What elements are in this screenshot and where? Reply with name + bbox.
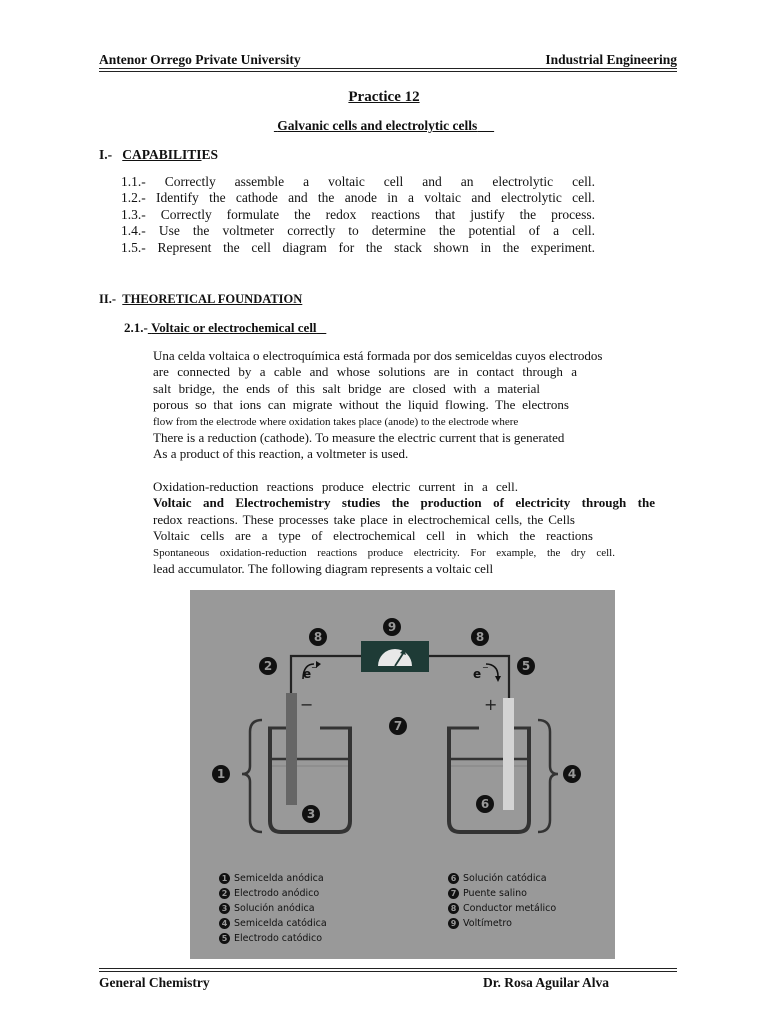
- paragraph-redox: [153, 479, 655, 577]
- section-capabilities-heading: I.- CAPABILITIES: [99, 147, 219, 162]
- subtitle-text: Galvanic cells and electrolytic cells: [277, 118, 478, 133]
- voltaic-cell-figure: [190, 590, 615, 959]
- paragraph-line: Una celda voltaica o electroquímica está formada por dos semiceldas cuyos electrodos: [153, 348, 603, 363]
- brace-right: [538, 720, 558, 832]
- capability-item: 1.3.- Correctly formulate the redox reactions that justify the process.: [121, 206, 595, 222]
- paragraph-line: Voltaic and Electrochemistry studies the production of electricity through the: [153, 495, 655, 511]
- paragraph-line: Voltaic cells are a type of electrochemical cell in which the reactions: [153, 528, 593, 544]
- practice-title: Practice 12: [348, 89, 420, 105]
- wire-left: [291, 656, 362, 698]
- legend-item: 5 Electrodo catódico: [219, 931, 327, 946]
- paragraph-line: salt bridge, the ends of this salt bridge are closed with a material: [153, 380, 540, 396]
- page-subtitle: [0, 118, 768, 134]
- footer-rule-1: [99, 968, 677, 969]
- legend-item: 4 Semicelda catódica: [219, 916, 327, 931]
- paragraph-line: porous so that ions can migrate without the liquid flowing. The electrons: [153, 397, 569, 413]
- capability-item: 1.4.- Use the voltmeter correctly to determine the potential of a cell.: [121, 223, 595, 239]
- subsection-voltaic-heading: 2.1.- Voltaic or electrochemical cell: [124, 320, 317, 335]
- beaker-right: [449, 729, 529, 832]
- svg-text:8: 8: [313, 630, 323, 644]
- footer-rule-2: [99, 971, 677, 972]
- paragraph-line: Oxidation-reduction reactions produce electric current in a cell.: [153, 479, 518, 494]
- svg-text:4: 4: [567, 767, 577, 781]
- paragraph-line: flow from the electrode where oxidation takes place (anode) to the electrode where: [153, 415, 519, 428]
- legend-left: [219, 871, 327, 946]
- plus-sign: +: [484, 695, 498, 714]
- footer-course: General Chemistry: [99, 975, 210, 990]
- svg-text:3: 3: [306, 807, 316, 821]
- legend-item: 3 Solución anódica: [219, 901, 327, 916]
- electron-label-left: e: [303, 667, 312, 681]
- cathode-electrode: [503, 698, 514, 810]
- brace-left: [242, 720, 262, 832]
- capabilities-list: [121, 174, 595, 256]
- svg-text:6: 6: [480, 797, 490, 811]
- header-university: Antenor Orrego Private University: [99, 52, 301, 67]
- svg-text:−: −: [482, 663, 489, 672]
- minus-sign: −: [300, 695, 314, 714]
- legend-item: 9 Voltímetro: [448, 916, 556, 931]
- legend-item: 8 Conductor metálico: [448, 901, 556, 916]
- svg-text:−: −: [311, 663, 318, 672]
- legend-item: 2 Electrodo anódico: [219, 886, 327, 901]
- header-department: Industrial Engineering: [545, 52, 677, 67]
- paragraph-line: Spontaneous oxidation-reduction reactions produce electricity. For example, the dry cell.: [153, 546, 615, 559]
- legend-item: 6 Solución catódica: [448, 871, 556, 886]
- page-title: [0, 89, 768, 106]
- paragraph-voltaic-definition: [153, 348, 655, 463]
- legend-item: 7 Puente salino: [448, 886, 556, 901]
- svg-text:5: 5: [521, 659, 531, 673]
- paragraph-line: lead accumulator. The following diagram represents a voltaic cell: [153, 561, 494, 577]
- header-rule-2: [99, 71, 677, 72]
- capability-item: 1.5.- Represent the cell diagram for the stack shown in the experiment.: [121, 239, 595, 255]
- legend-item: 1 Semicelda anódica: [219, 871, 327, 886]
- capability-item: 1.1.- Correctly assemble a voltaic cell and an electrolytic cell.: [121, 174, 595, 189]
- section-theory-heading: II.- THEORETICAL FOUNDATION: [99, 292, 303, 306]
- legend-right: [448, 871, 556, 931]
- svg-text:7: 7: [393, 719, 403, 733]
- anode-electrode: [286, 693, 297, 805]
- capability-item: 1.2.- Identify the cathode and the anode in a voltaic and electrolytic cell.: [121, 190, 595, 206]
- paragraph-line: redox reactions. These processes take place in electrochemical cells, the Cells: [153, 511, 575, 527]
- svg-text:8: 8: [475, 630, 485, 644]
- paragraph-line: There is a reduction (cathode). To measure the electric current that is generated: [153, 430, 565, 446]
- paragraph-line: As a product of this reaction, a voltmeter is used.: [153, 446, 409, 462]
- svg-text:1: 1: [216, 767, 226, 781]
- footer-author: Dr. Rosa Aguilar Alva: [483, 975, 610, 990]
- paragraph-line: are connected by a cable and whose solutions are in contact through a: [153, 364, 577, 380]
- svg-text:2: 2: [263, 659, 273, 673]
- header-rule-1: [99, 68, 677, 69]
- electron-label-right: e: [473, 667, 482, 681]
- svg-text:9: 9: [387, 620, 397, 634]
